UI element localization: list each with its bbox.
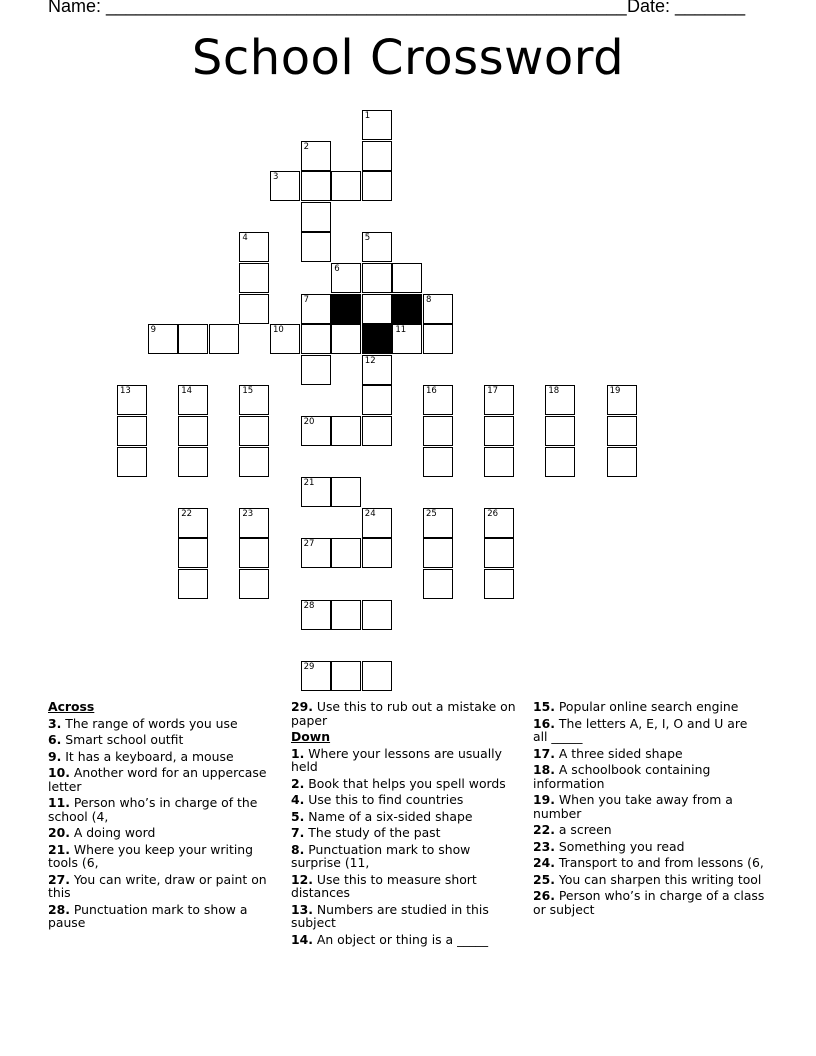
clue-number: 10 xyxy=(273,325,284,336)
clue-number: 14. xyxy=(291,931,313,947)
clue-text: Book that helps you spell words xyxy=(304,775,506,791)
black-square xyxy=(331,294,361,324)
crossword-cell[interactable] xyxy=(178,447,208,477)
clue-number: 16 xyxy=(426,386,437,397)
crossword-cell[interactable] xyxy=(607,447,637,477)
clue-number: 24 xyxy=(364,508,376,519)
crossword-cell[interactable] xyxy=(301,202,331,232)
crossword-cell[interactable] xyxy=(484,447,514,477)
clue-number: 28 xyxy=(303,600,315,611)
clue-number: 3. xyxy=(48,715,62,731)
clue-item xyxy=(48,717,280,731)
clue-number: 18. xyxy=(533,762,555,777)
clue-number: 9. xyxy=(48,748,62,764)
clue-number: 27 xyxy=(303,539,315,550)
clue-item xyxy=(533,717,765,744)
clue-number: 26. xyxy=(533,888,555,903)
clue-number: 4. xyxy=(291,792,305,807)
clue-text: You can sharpen this writing tool xyxy=(554,871,762,887)
crossword-cell[interactable] xyxy=(178,385,208,415)
crossword-cell[interactable] xyxy=(423,538,453,568)
clue-number: 27. xyxy=(48,871,70,887)
clue-number: 4 xyxy=(242,233,248,244)
crossword-cell[interactable] xyxy=(331,263,361,293)
crossword-cell[interactable] xyxy=(301,661,331,691)
clue-number: 6 xyxy=(334,264,340,274)
crossword-cell[interactable] xyxy=(331,661,361,691)
crossword-cell[interactable] xyxy=(239,416,269,446)
crossword-cell[interactable] xyxy=(484,508,514,538)
clue-item xyxy=(533,856,765,870)
crossword-cell[interactable] xyxy=(362,141,392,171)
clue-text: Numbers are studied in this subject xyxy=(291,901,489,930)
crossword-cell[interactable] xyxy=(239,385,269,415)
clue-section-heading: Across xyxy=(48,699,95,714)
clue-number: 7. xyxy=(291,825,305,840)
clue-number: 8. xyxy=(291,841,305,857)
crossword-cell[interactable] xyxy=(362,171,392,201)
crossword-cell[interactable] xyxy=(362,600,392,630)
clue-item xyxy=(291,793,523,807)
crossword-cell[interactable] xyxy=(301,355,331,385)
crossword-cell[interactable] xyxy=(484,569,514,599)
clue-item xyxy=(48,750,280,764)
clue-item xyxy=(291,777,523,791)
clue-text: Use this to find countries xyxy=(304,792,464,807)
clue-number: 6. xyxy=(48,732,62,747)
clue-text: The study of the past xyxy=(304,825,441,840)
clue-number: 2 xyxy=(303,141,310,152)
crossword-cell[interactable] xyxy=(301,141,331,171)
crossword-cell[interactable] xyxy=(301,171,331,201)
clue-number: 10. xyxy=(48,765,70,780)
clue-text: Where you keep your writing tools (6, xyxy=(48,841,253,870)
clue-text: You can write, draw or paint on this xyxy=(48,871,267,900)
clue-number: 23 xyxy=(242,508,254,519)
clue-item xyxy=(533,823,765,837)
clue-number: 12. xyxy=(291,871,313,887)
crossword-cell[interactable] xyxy=(178,569,208,599)
clue-number: 13 xyxy=(120,386,131,397)
clue-number: 11. xyxy=(48,795,70,810)
clue-number: 23. xyxy=(533,838,555,854)
clue-number: 7 xyxy=(303,294,310,305)
crossword-cell[interactable] xyxy=(392,263,422,293)
crossword-cell[interactable] xyxy=(423,294,453,324)
clue-item xyxy=(291,700,523,727)
crossword-cell[interactable] xyxy=(362,110,392,140)
clue-item xyxy=(48,733,280,747)
crossword-cell[interactable] xyxy=(148,324,178,354)
crossword-cell[interactable] xyxy=(423,385,453,415)
clue-item xyxy=(291,903,523,930)
crossword-cell[interactable] xyxy=(362,385,392,415)
clue-number: 19. xyxy=(533,792,555,807)
clue-text: The letters A, E, I, O and U are all _____ xyxy=(533,715,748,744)
clue-number: 26 xyxy=(487,508,499,519)
crossword-cell[interactable] xyxy=(362,661,392,691)
crossword-cell[interactable] xyxy=(117,416,147,446)
clue-number: 21. xyxy=(48,841,70,857)
crossword-cell[interactable] xyxy=(331,538,361,568)
crossword-cell[interactable] xyxy=(362,232,392,262)
crossword-cell[interactable] xyxy=(607,416,637,446)
clue-number: 5. xyxy=(291,808,305,824)
clue-text: Use this to rub out a mistake on paper xyxy=(291,699,516,728)
clue-section-heading: Down xyxy=(291,729,331,744)
crossword-cell[interactable] xyxy=(178,508,208,538)
clue-text: A schoolbook containing information xyxy=(533,762,711,791)
crossword-cell[interactable] xyxy=(239,508,269,538)
clue-number: 12 xyxy=(364,355,376,366)
crossword-cell[interactable] xyxy=(239,294,269,324)
clue-number: 1 xyxy=(364,111,371,121)
clue-number: 25. xyxy=(533,871,555,887)
crossword-cell[interactable] xyxy=(178,538,208,568)
clue-column-down-2 xyxy=(533,700,765,919)
clue-text: A three sided shape xyxy=(554,745,683,761)
clue-number: 22. xyxy=(533,822,555,837)
clue-text: Something you read xyxy=(554,838,685,854)
clue-text: a screen xyxy=(554,822,612,837)
clue-item xyxy=(48,826,280,840)
clue-number: 22 xyxy=(181,508,193,519)
crossword-cell[interactable] xyxy=(331,324,361,354)
clue-number: 29 xyxy=(303,661,315,672)
crossword-cell[interactable] xyxy=(331,171,361,201)
clue-text: When you take away from a number xyxy=(533,792,733,821)
clue-text: Punctuation mark to show a pause xyxy=(48,901,248,930)
clue-column-across xyxy=(48,700,280,933)
crossword-cell[interactable] xyxy=(239,569,269,599)
clue-number: 16. xyxy=(533,715,555,731)
clue-item xyxy=(48,796,280,823)
crossword-cell[interactable] xyxy=(239,447,269,477)
clue-number: 14 xyxy=(181,386,193,397)
crossword-cell[interactable] xyxy=(423,416,453,446)
clue-item xyxy=(48,903,280,930)
clue-text: It has a keyboard, a mouse xyxy=(61,748,234,764)
clue-item xyxy=(291,873,523,900)
clue-number: 2. xyxy=(291,775,305,791)
clue-number: 15 xyxy=(242,386,254,397)
black-square xyxy=(392,294,422,324)
clue-number: 28. xyxy=(48,901,70,917)
crossword-cell[interactable] xyxy=(362,508,392,538)
clue-item xyxy=(533,889,765,916)
date-field-label: Date: _______ xyxy=(627,0,746,16)
clue-item xyxy=(533,700,765,714)
clue-text: Another word for an uppercase letter xyxy=(48,765,267,794)
clue-item xyxy=(533,763,765,790)
clue-number: 29. xyxy=(291,699,313,714)
crossword-cell[interactable] xyxy=(301,232,331,262)
clue-number: 1. xyxy=(291,745,305,761)
crossword-cell[interactable] xyxy=(239,232,269,262)
clue-number: 21 xyxy=(303,478,315,489)
crossword-cell[interactable] xyxy=(209,324,239,354)
clue-number: 20. xyxy=(48,825,70,840)
crossword-cell[interactable] xyxy=(545,385,575,415)
black-square xyxy=(362,324,392,354)
clue-item xyxy=(291,933,523,947)
clue-item xyxy=(48,873,280,900)
crossword-cell[interactable] xyxy=(239,263,269,293)
crossword-cell[interactable] xyxy=(423,569,453,599)
page-title: School Crossword xyxy=(191,30,625,86)
crossword-cell[interactable] xyxy=(301,294,331,324)
clue-column-down-1 xyxy=(291,700,523,949)
crossword-cell[interactable] xyxy=(392,324,422,354)
crossword-cell[interactable] xyxy=(239,538,269,568)
clue-number: 9 xyxy=(150,325,157,336)
crossword-cell[interactable] xyxy=(484,416,514,446)
clue-number: 8 xyxy=(426,294,432,305)
clue-number: 5 xyxy=(364,233,371,244)
crossword-cell[interactable] xyxy=(178,324,208,354)
crossword-cell[interactable] xyxy=(362,416,392,446)
clue-item xyxy=(291,826,523,840)
clue-text: Use this to measure short distances xyxy=(291,871,477,900)
crossword-cell[interactable] xyxy=(484,538,514,568)
clue-text: The range of words you use xyxy=(61,715,238,731)
crossword-cell[interactable] xyxy=(362,355,392,385)
clue-item xyxy=(533,840,765,854)
clue-item xyxy=(291,810,523,824)
clue-item xyxy=(48,766,280,793)
clue-text: Person who’s in charge of a class or subject xyxy=(533,888,765,917)
clue-text: An object or thing is a _____ xyxy=(312,931,489,947)
crossword-cell[interactable] xyxy=(484,385,514,415)
crossword-cell[interactable] xyxy=(301,600,331,630)
clue-number: 18 xyxy=(548,386,560,397)
clue-text: Punctuation mark to show surprise (11, xyxy=(291,841,471,870)
crossword-cell[interactable] xyxy=(607,385,637,415)
crossword-cell[interactable] xyxy=(423,447,453,477)
clue-number: 19 xyxy=(609,386,621,397)
clue-number: 15. xyxy=(533,699,555,714)
crossword-cell[interactable] xyxy=(331,477,361,507)
clue-number: 17. xyxy=(533,745,555,761)
name-field-label: Name: ____________________________________________________ xyxy=(48,0,627,16)
crossword-cell[interactable] xyxy=(423,508,453,538)
crossword-cell[interactable] xyxy=(331,600,361,630)
crossword-cell[interactable] xyxy=(117,385,147,415)
crossword-cell[interactable] xyxy=(362,538,392,568)
crossword-cell[interactable] xyxy=(362,263,392,293)
crossword-cell[interactable] xyxy=(545,416,575,446)
clue-number: 3 xyxy=(273,172,279,183)
crossword-cell[interactable] xyxy=(423,324,453,354)
crossword-cell[interactable] xyxy=(301,324,331,354)
clue-text: Transport to and from lessons (6, xyxy=(554,855,764,870)
crossword-cell[interactable] xyxy=(178,416,208,446)
clue-text: Smart school outfit xyxy=(61,732,184,747)
clue-number: 24. xyxy=(533,855,555,870)
clue-item xyxy=(291,747,523,774)
crossword-cell[interactable] xyxy=(362,294,392,324)
clue-item xyxy=(533,747,765,761)
crossword-cell[interactable] xyxy=(270,171,300,201)
crossword-cell[interactable] xyxy=(301,416,331,446)
clue-text: Where your lessons are usually held xyxy=(291,745,502,774)
crossword-cell[interactable] xyxy=(270,324,300,354)
clue-item xyxy=(291,843,523,870)
clue-number: 13. xyxy=(291,901,313,917)
clue-text: A doing word xyxy=(69,825,156,840)
crossword-cell[interactable] xyxy=(545,447,575,477)
clue-item xyxy=(48,843,280,870)
clue-text: Person who’s in charge of the school (4, xyxy=(48,795,258,824)
clue-number: 25 xyxy=(426,508,437,519)
crossword-cell[interactable] xyxy=(331,416,361,446)
clue-text: Popular online search engine xyxy=(554,699,739,714)
clue-number: 11 xyxy=(395,325,407,336)
clue-item xyxy=(533,793,765,820)
clue-number: 17 xyxy=(487,386,499,397)
clue-item xyxy=(533,873,765,887)
crossword-cell[interactable] xyxy=(301,477,331,507)
crossword-cell[interactable] xyxy=(301,538,331,568)
clue-number: 20 xyxy=(303,417,315,427)
clue-text: Name of a six-sided shape xyxy=(304,808,473,824)
crossword-cell[interactable] xyxy=(117,447,147,477)
